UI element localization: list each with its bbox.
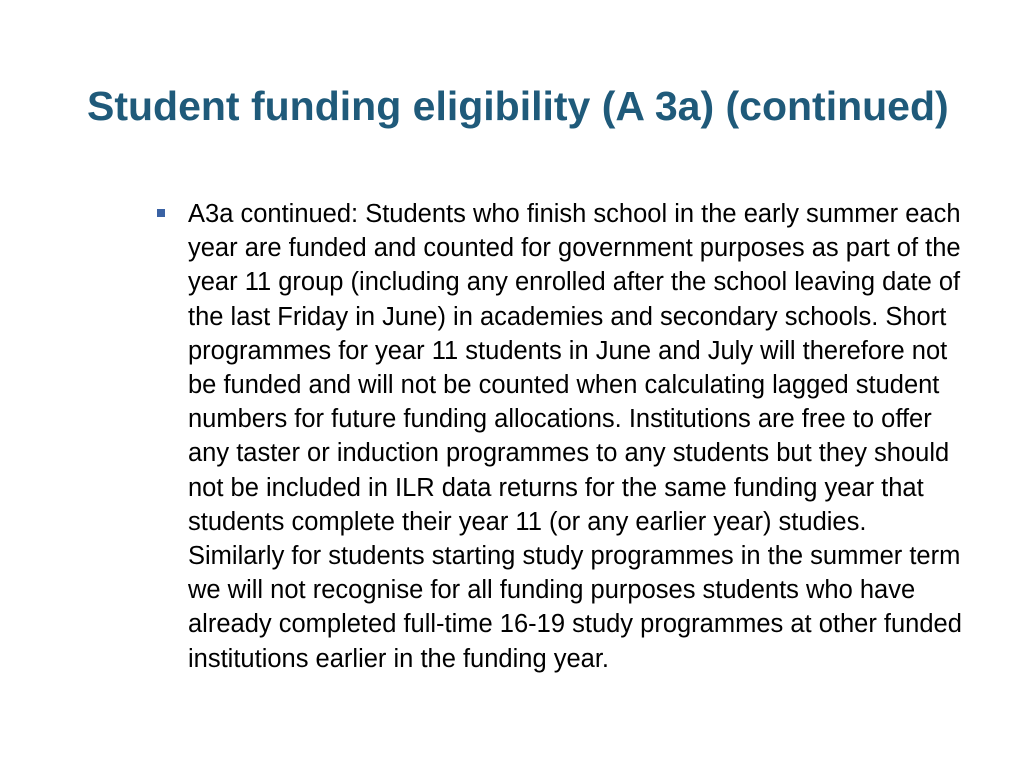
bullet-text: A3a continued: Students who finish school in the early summer each year are funded and counted for government purposes as part of the year 11 group (including any enrolled after the school leaving date of the last Friday in June) in academies and secondary schools. Short programmes for year 11 students in June and July will therefore not be funded and will not be counted when calculating lagged student numbers for future funding allocations. Institutions are free to offer any taster or induction programmes to any students but they should not be included in ILR data returns for the same funding year that students complete their year 11 (or any earlier year) studies. Similarly for students starting study programmes in the summer term we will not recognise for all funding purposes students who have already completed full-time 16-19 study programmes at other funded institutions earlier in the funding year. — [188, 200, 962, 673]
bullet-item — [155, 197, 965, 676]
square-bullet-icon — [157, 209, 165, 217]
slide-title: Student funding eligibility (A 3a) (continued) — [87, 83, 949, 129]
bullet-list — [155, 197, 965, 676]
